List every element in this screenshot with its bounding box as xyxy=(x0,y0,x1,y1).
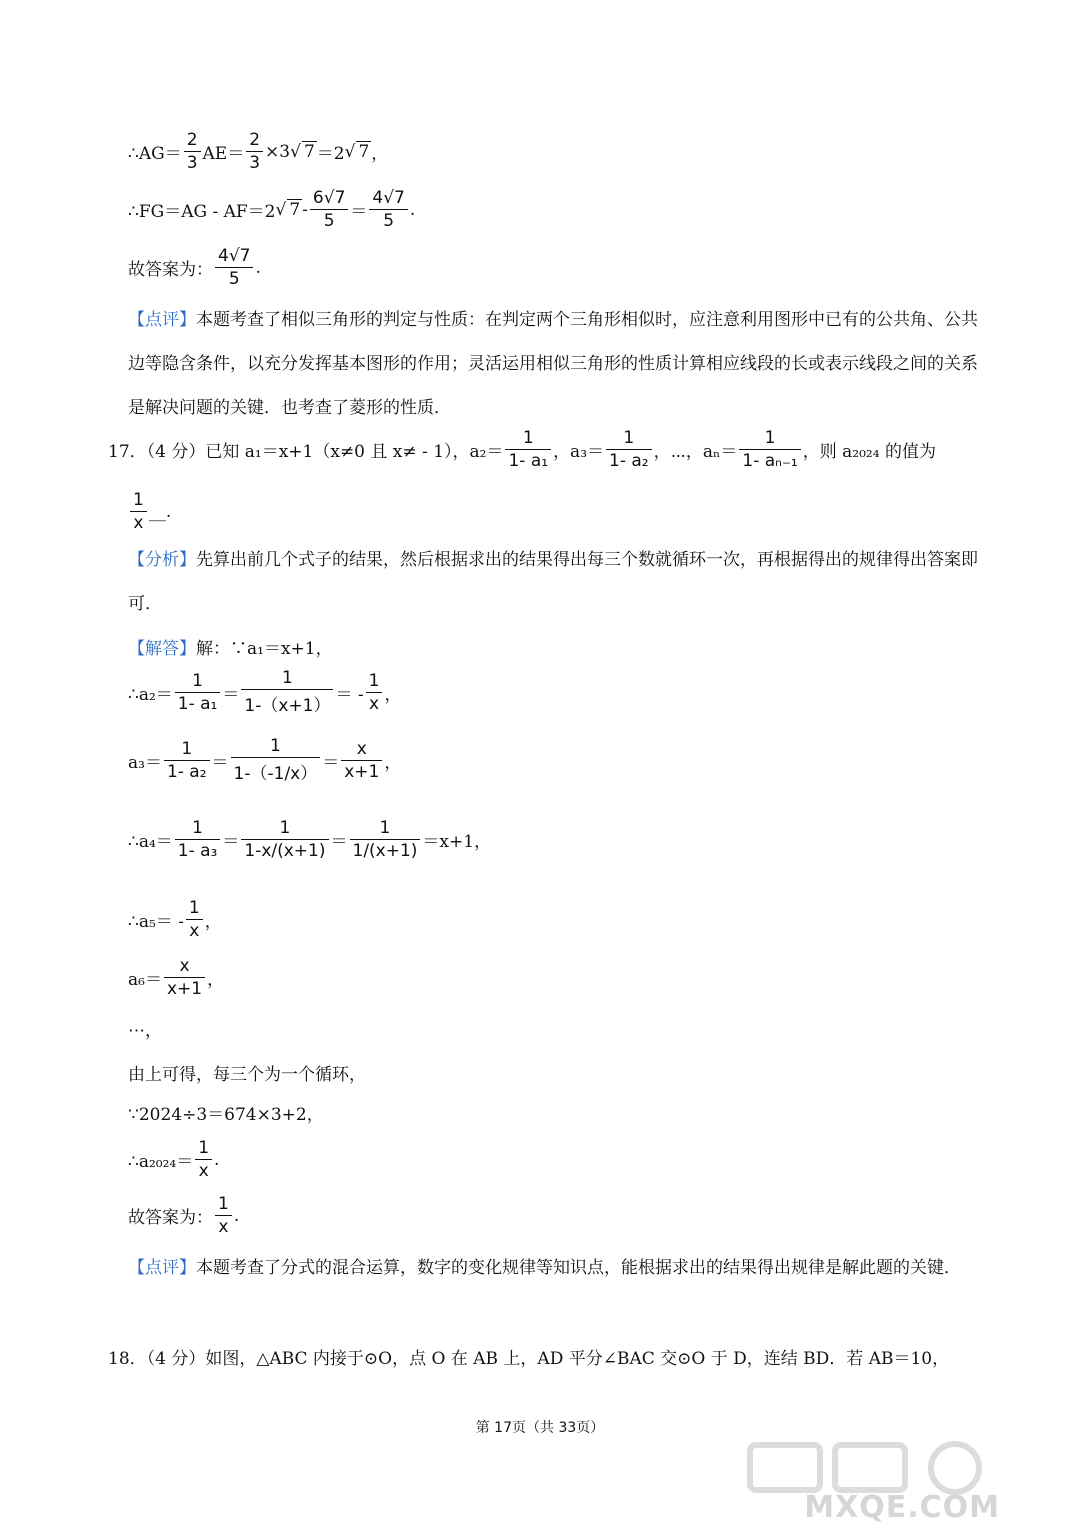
eq-sign: ＝ xyxy=(222,684,240,705)
fraction xyxy=(231,736,321,784)
frac-num: 4√7 xyxy=(218,246,251,266)
eq-sign: ＝ xyxy=(330,832,348,852)
frac-den: 1‐（x+1） xyxy=(244,696,331,716)
comment-tag: 【点评】 xyxy=(128,310,196,330)
division-line: ∵2024÷3＝674×3+2， xyxy=(128,1105,324,1125)
analysis-17 xyxy=(128,538,978,626)
a6-equation xyxy=(128,956,224,999)
frac-den: 5 xyxy=(228,269,240,289)
fraction xyxy=(215,1194,232,1237)
ag-equation xyxy=(128,130,388,173)
answer-lead: 故答案为： xyxy=(128,1208,213,1228)
fraction xyxy=(241,818,328,861)
comment-tag: 【点评】 xyxy=(128,1258,196,1278)
eq-tail: . xyxy=(214,1149,220,1170)
eq-lead: ∴a₂＝ xyxy=(128,684,173,705)
q17-part: ，⋯，aₙ＝ xyxy=(653,442,738,462)
fraction xyxy=(310,188,348,231)
blank-tail: __. xyxy=(148,501,172,522)
frac-den: 5 xyxy=(383,211,395,231)
q17-answer-blank xyxy=(128,490,171,533)
fraction xyxy=(366,671,383,714)
sqrt-radicand: 7 xyxy=(303,142,315,162)
frac-num: 1 xyxy=(522,428,534,448)
fraction xyxy=(246,130,263,173)
frac-den: 1/(x+1) xyxy=(352,841,418,861)
analysis-text: 先算出前几个式子的结果，然后根据求出的结果得出每三个数就循环一次，再根据得出的规律得出答案即可． xyxy=(128,550,978,614)
fg-equation xyxy=(128,188,415,231)
frac-num: 1 xyxy=(192,818,203,838)
eq-lead: a₆＝ xyxy=(128,970,162,990)
q17-tail: ，则 a₂₀₂₄ 的值为 xyxy=(802,442,936,462)
sqrt-symbol: √ xyxy=(290,141,301,162)
eq-tail: ， xyxy=(384,752,402,773)
frac-den: 3 xyxy=(186,153,198,173)
eq-tail: ， xyxy=(204,912,222,932)
a4-equation xyxy=(128,818,491,861)
watermark-text: MXQE.COM xyxy=(804,1490,1000,1525)
comment-text: 本题考查了分式的混合运算，数字的变化规律等知识点，能根据求出的结果得出规律是解此题的关键． xyxy=(196,1258,961,1278)
frac-den: 1‐ a₁ xyxy=(508,451,549,471)
fg-eq: ＝ xyxy=(350,202,368,222)
frac-num: 1 xyxy=(198,1138,210,1158)
fraction xyxy=(215,246,253,289)
fraction xyxy=(606,428,652,471)
fraction xyxy=(505,428,551,471)
frac-num: x xyxy=(356,738,367,759)
fg-lead: ∴FG＝AG ‐ AF＝2 xyxy=(128,202,276,222)
eq-tail: ， xyxy=(207,970,225,990)
eq-lead: a₃＝ xyxy=(128,752,162,773)
ellipsis-line: ⋯， xyxy=(128,1021,162,1041)
fraction xyxy=(164,739,210,782)
frac-den: x xyxy=(133,513,144,533)
fraction xyxy=(130,490,147,533)
ag-tail: ， xyxy=(371,144,389,164)
frac-num: 1 xyxy=(379,818,391,838)
sqrt-symbol: √ xyxy=(275,199,287,220)
sqrt-radicand: 7 xyxy=(289,200,301,220)
solution-start xyxy=(128,634,333,659)
frac-den: 1‐ a₂ xyxy=(609,451,649,471)
frac-den: x xyxy=(368,693,380,714)
fraction xyxy=(175,671,221,714)
frac-num: 1 xyxy=(279,818,291,838)
fraction xyxy=(369,188,407,231)
a2024-equation xyxy=(128,1138,219,1181)
answer-lead: 故答案为： xyxy=(128,260,213,280)
fraction xyxy=(186,898,203,941)
frac-num: 6√7 xyxy=(312,188,346,208)
fraction xyxy=(175,818,221,861)
frac-den: 1‐ a₃ xyxy=(177,841,218,861)
eq-lead: ∴a₄＝ xyxy=(128,832,173,852)
solution-first: 解：∵a₁＝x+1， xyxy=(196,639,333,659)
fraction xyxy=(241,668,333,716)
eq-tail: ＝x+1， xyxy=(422,832,492,852)
question-17 xyxy=(108,428,936,471)
frac-num: 1 xyxy=(192,670,203,691)
frac-num: x xyxy=(179,956,190,976)
q17-head: 17．（4 分）已知 a₁＝x+1（x≠0 且 x≠ ‐ 1），a₂＝ xyxy=(108,442,504,462)
frac-num: 4√7 xyxy=(372,188,405,208)
fg-tail: . xyxy=(409,199,416,220)
frac-den: 1‐ a₂ xyxy=(166,761,207,782)
eq-lead: ∴a₅＝ ‐ xyxy=(128,912,184,932)
solution-tag: 【解答】 xyxy=(128,639,196,659)
eq-sign: ＝ xyxy=(322,752,340,773)
answer-tail: . xyxy=(233,1205,240,1226)
fraction xyxy=(195,1138,212,1181)
comment-16 xyxy=(128,298,978,430)
fraction xyxy=(341,739,382,782)
frac-den: x xyxy=(218,1217,229,1237)
eq-lead: ∴a₂₀₂₄＝ xyxy=(128,1152,194,1172)
sqrt-symbol: √ xyxy=(344,141,356,162)
question-18: 18．（4 分）如图，△ABC 内接于⊙O，点 O 在 AB 上，AD 平分∠BAC 交⊙O 于 D，连结 BD．若 AB＝10， xyxy=(108,1349,950,1369)
fraction xyxy=(184,130,201,173)
ag-mid: AE＝ xyxy=(202,144,245,164)
frac-num: 1 xyxy=(764,428,776,448)
frac-num: 1 xyxy=(368,670,380,691)
frac-num: 1 xyxy=(218,1194,229,1214)
frac-den: x+1 xyxy=(344,761,380,782)
frac-num: 1 xyxy=(188,898,200,918)
fraction xyxy=(350,818,421,861)
frac-num: 1 xyxy=(269,736,281,756)
eq-sign: ＝ ‐ xyxy=(335,684,364,705)
frac-num: 1 xyxy=(133,490,144,510)
frac-num: 2 xyxy=(186,130,198,150)
sqrt-radicand: 7 xyxy=(358,142,370,162)
frac-num: 1 xyxy=(282,668,293,688)
comment-text: 本题考查了相似三角形的判定与性质：在判定两个三角形相似时，应注意利用图形中已有的公共角、公共边等隐含条件，以充分发挥基本图形的作用；灵活运用相似三角形的性质计算相应线段的长或表示线段之间的关系是解决问题的关键．也考查了菱形的性质． xyxy=(128,310,978,418)
answer-tail: . xyxy=(255,257,261,278)
frac-den: 1‐（‐1/x） xyxy=(233,764,318,784)
frac-den: 1‐ a₁ xyxy=(177,693,218,714)
frac-den: 1‐ aₙ₋₁ xyxy=(742,451,798,471)
ag-lead: ∴AG＝ xyxy=(128,144,182,164)
answer-16 xyxy=(128,246,261,289)
fraction xyxy=(164,956,205,999)
answer-17 xyxy=(128,1194,239,1237)
frac-den: x xyxy=(189,921,200,941)
cycle-line: 由上可得，每三个为一个循环， xyxy=(128,1065,366,1085)
a5-equation xyxy=(128,898,222,941)
page-footer: 第 17页（共 33页） xyxy=(475,1420,605,1436)
frac-den: 3 xyxy=(249,153,261,173)
frac-num: 2 xyxy=(249,130,261,150)
ag-mid: ×3 xyxy=(265,141,291,162)
fraction xyxy=(739,428,800,471)
fg-mid: ‐ xyxy=(302,199,308,220)
eq-sign: ＝ xyxy=(222,832,240,852)
eq-sign: ＝ xyxy=(211,752,229,773)
comment-17 xyxy=(128,1246,978,1290)
a2-equation xyxy=(128,668,401,716)
eq-tail: ， xyxy=(384,684,402,705)
a3-equation xyxy=(128,736,401,784)
analysis-tag: 【分析】 xyxy=(128,550,196,570)
frac-den: x xyxy=(198,1161,209,1181)
frac-num: 1 xyxy=(181,738,193,759)
ag-mid: ＝2 xyxy=(316,144,345,164)
frac-den: 5 xyxy=(323,211,335,231)
frac-den: 1‐x/(x+1) xyxy=(244,841,326,861)
frac-den: x+1 xyxy=(166,979,203,999)
q17-part: ，a₃＝ xyxy=(553,442,605,462)
frac-num: 1 xyxy=(623,428,635,448)
